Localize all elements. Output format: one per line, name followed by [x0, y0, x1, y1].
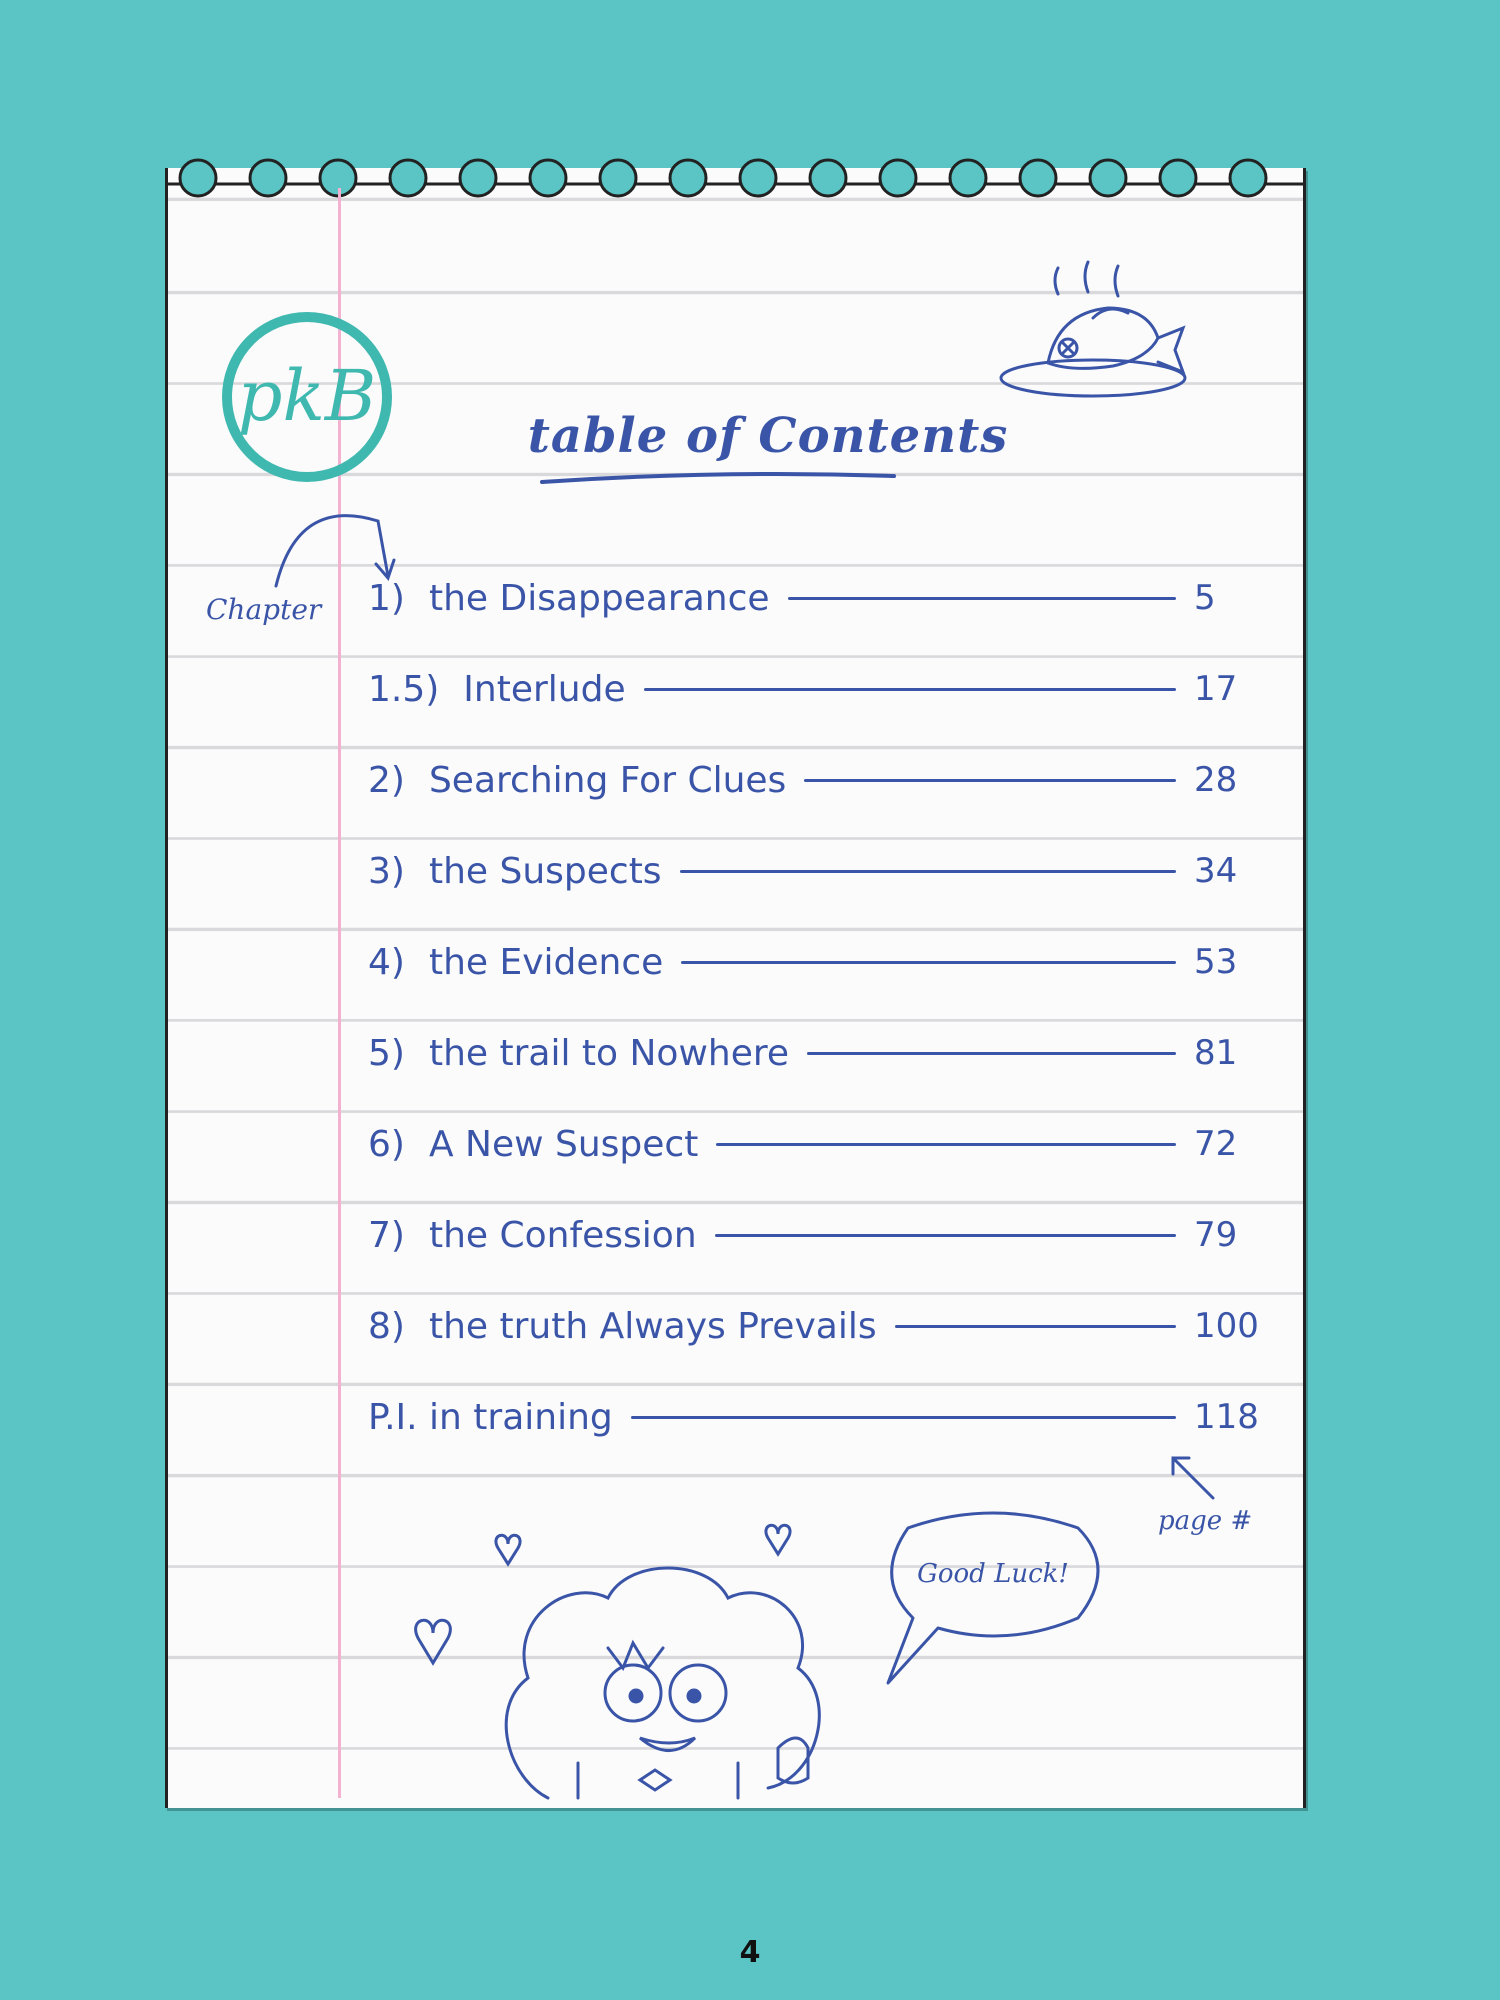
spiral-hole	[180, 160, 216, 196]
pkb-logo-stamp	[212, 302, 402, 492]
spiral-hole	[390, 160, 426, 196]
toc-row[interactable]	[368, 932, 1268, 992]
toc-chapter-title: P.I. in training	[368, 1396, 613, 1438]
spiral-hole	[460, 160, 496, 196]
toc-row[interactable]	[368, 659, 1268, 719]
toc-leader-line	[804, 779, 1176, 782]
toc-chapter-title: Interlude	[463, 668, 626, 710]
toc-chapter-number: 6)	[368, 1123, 405, 1165]
toc-leader-line	[895, 1325, 1176, 1328]
spiral-hole	[810, 160, 846, 196]
toc-chapter-title: the Suspects	[428, 850, 662, 892]
toc-page-number: 118	[1194, 1397, 1259, 1437]
toc-row[interactable]	[368, 568, 1268, 628]
toc-page-number: 53	[1194, 942, 1238, 982]
page-number-label: page #	[1158, 1506, 1253, 1536]
toc-chapter-number: 3)	[368, 850, 405, 892]
spiral-hole	[950, 160, 986, 196]
page-number-arrow-icon	[1163, 1448, 1223, 1508]
svg-text:pkB: pkB	[237, 355, 377, 437]
toc-leader-line	[644, 688, 1176, 691]
toc-chapter-number: 1)	[368, 577, 405, 619]
toc-page-number: 34	[1194, 851, 1238, 891]
toc-leader-line	[681, 961, 1176, 964]
toc-leader-line	[680, 870, 1176, 873]
toc-leader-line	[631, 1416, 1176, 1419]
toc-row[interactable]	[368, 1114, 1268, 1174]
toc-leader-line	[715, 1234, 1176, 1237]
page-title: table of Contents	[527, 408, 1009, 464]
spiral-hole	[250, 160, 286, 196]
toc-chapter-title: the Evidence	[428, 941, 664, 983]
toc-leader-line	[716, 1143, 1176, 1146]
toc-chapter-number: 5)	[368, 1032, 405, 1074]
toc-page-number: 72	[1194, 1124, 1238, 1164]
toc-chapter-number: 2)	[368, 759, 405, 801]
spiral-hole	[670, 160, 706, 196]
toc-chapter-title: the trail to Nowhere	[428, 1032, 790, 1074]
toc-chapter-title: Searching For Clues	[428, 759, 787, 801]
fish-on-plate-doodle	[988, 258, 1198, 408]
girl-thumbs-up-doodle	[378, 1498, 918, 1808]
spiral-hole	[1230, 160, 1266, 196]
toc-row[interactable]	[368, 1296, 1268, 1356]
spiral-hole	[530, 160, 566, 196]
page-folio: 4	[739, 1935, 761, 1970]
spiral-hole	[1160, 160, 1196, 196]
toc-page-number: 100	[1194, 1306, 1259, 1346]
toc-page-number: 5	[1194, 578, 1216, 618]
toc-page-number: 79	[1194, 1215, 1238, 1255]
speech-bubble	[868, 1508, 1118, 1698]
chapter-label: Chapter	[206, 593, 322, 626]
toc-chapter-title: the Confession	[428, 1214, 697, 1256]
toc-row[interactable]	[368, 841, 1268, 901]
spiral-hole	[600, 160, 636, 196]
toc-row[interactable]	[368, 1205, 1268, 1265]
toc-leader-line	[788, 597, 1176, 600]
toc-leader-line	[807, 1052, 1176, 1055]
spiral-hole	[1090, 160, 1126, 196]
toc-page-number: 28	[1194, 760, 1238, 800]
toc-chapter-number: 7)	[368, 1214, 405, 1256]
speech-bubble-text: Good Luck!	[917, 1559, 1069, 1589]
spiral-hole	[880, 160, 916, 196]
toc-chapter-title: the Disappearance	[428, 577, 770, 619]
toc-chapter-number: 1.5)	[368, 668, 440, 710]
spiral-hole	[740, 160, 776, 196]
toc-chapter-number: 8)	[368, 1305, 405, 1347]
toc-row[interactable]	[368, 750, 1268, 810]
toc-chapter-title: A New Suspect	[428, 1123, 699, 1165]
notebook-page	[165, 168, 1306, 1808]
spiral-hole	[1020, 160, 1056, 196]
toc-row[interactable]	[368, 1023, 1268, 1083]
toc-page-number: 81	[1194, 1033, 1238, 1073]
title-underline	[538, 466, 898, 490]
toc-chapter-title: the truth Always Prevails	[428, 1305, 877, 1347]
toc-page-number: 17	[1194, 669, 1238, 709]
toc-row[interactable]	[368, 1387, 1268, 1447]
toc-chapter-number: 4)	[368, 941, 405, 983]
